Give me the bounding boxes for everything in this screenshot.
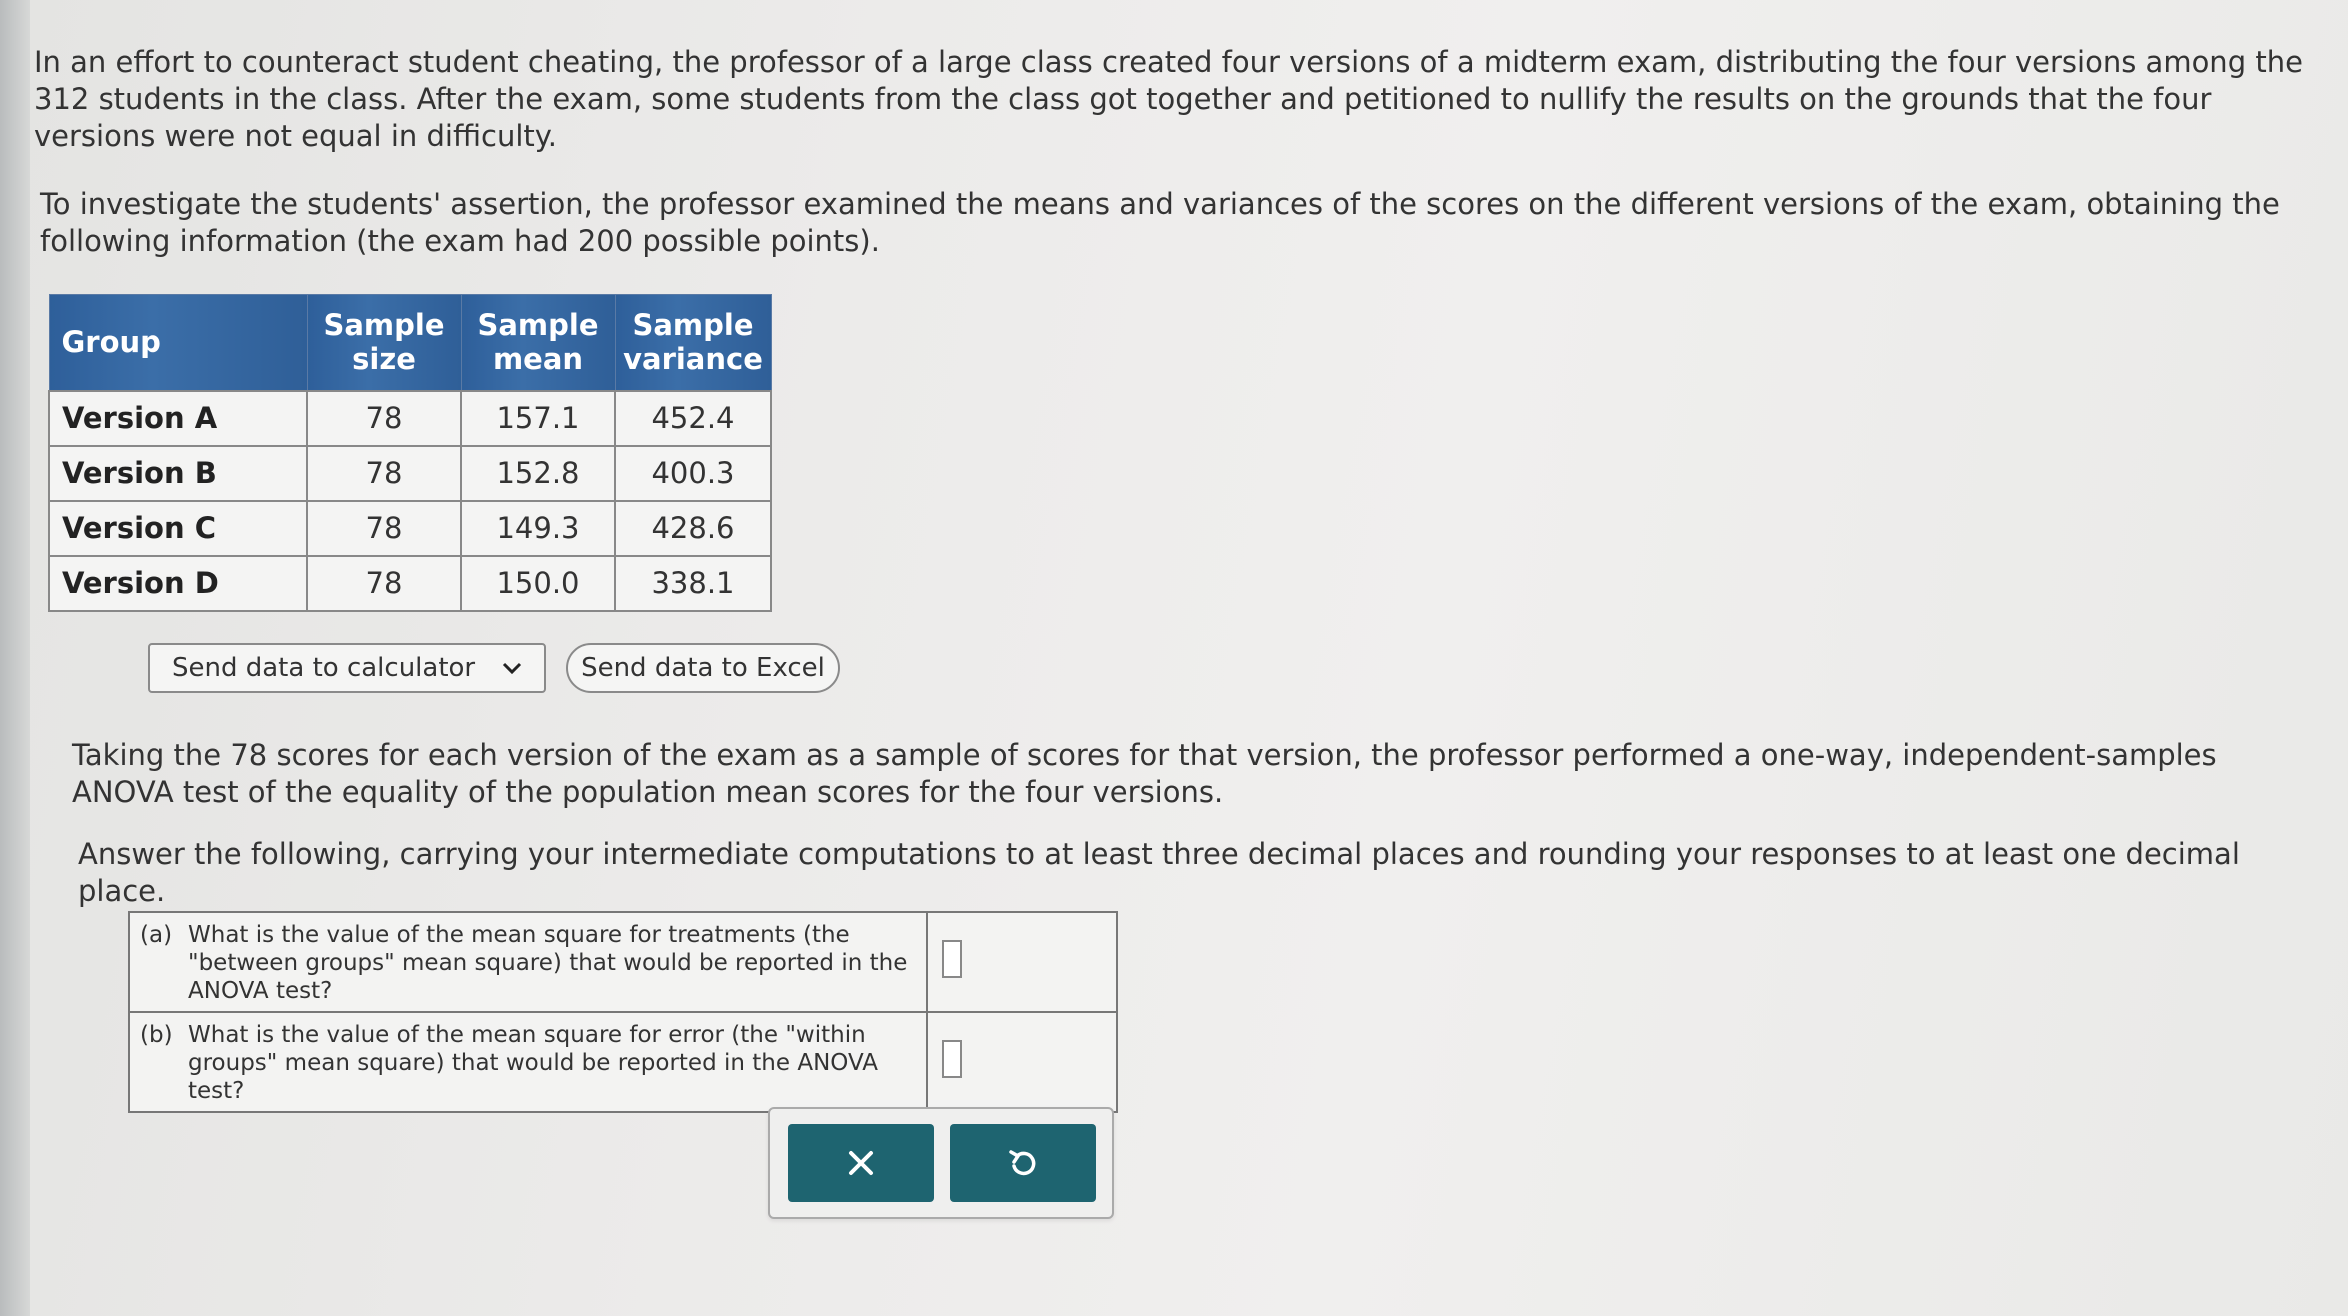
answer-input-a[interactable]: [942, 940, 962, 978]
question-text: What is the value of the mean square for treatments (the "between groups" mean square) that would be reported in the ANOVA test?: [188, 922, 908, 1004]
cell-size: 78: [307, 556, 461, 611]
table-row: [49, 391, 771, 446]
question-tag: (a): [140, 922, 173, 948]
header-group: Group: [49, 295, 307, 391]
intro-paragraph-1: In an effort to counteract student cheating, the professor of a large class created four versions of a midterm exam, distributing the four versions among the 312 students in the class. After the exam, some students from the class got together and petitioned to nullify the results on the grounds that the four versions were not equal in difficulty.: [34, 45, 2303, 153]
cell-group: Version A: [49, 391, 307, 446]
table-row: [49, 501, 771, 556]
cell-size: 78: [307, 391, 461, 446]
answer-input-b[interactable]: [942, 1040, 962, 1078]
header-sample-mean-line1: Sample: [477, 308, 599, 343]
question-cell: [129, 1012, 927, 1112]
undo-button[interactable]: [950, 1124, 1096, 1202]
question-row: [129, 1012, 1117, 1112]
chevron-down-icon: [502, 658, 522, 678]
table-header-row: [49, 295, 771, 391]
header-sample-variance: [615, 295, 771, 391]
send-to-excel-label: Send data to Excel: [581, 653, 825, 683]
send-to-calculator-label: Send data to calculator: [172, 653, 476, 683]
question-row: [129, 912, 1117, 1012]
question-cell: [129, 912, 927, 1012]
cell-variance: 452.4: [615, 391, 771, 446]
answer-cell: [927, 912, 1117, 1012]
answer-actions-panel: [768, 1107, 1114, 1219]
header-sample-size: [307, 295, 461, 391]
cell-mean: 157.1: [461, 391, 615, 446]
cell-variance: 400.3: [615, 446, 771, 501]
table-row: [49, 446, 771, 501]
table-row: [49, 556, 771, 611]
cell-mean: 150.0: [461, 556, 615, 611]
header-sample-mean-line2: mean: [492, 342, 584, 377]
clear-button[interactable]: [788, 1124, 934, 1202]
cell-variance: 428.6: [615, 501, 771, 556]
send-to-excel-button[interactable]: [566, 643, 840, 693]
undo-icon: [1007, 1147, 1039, 1179]
header-sample-size-line2: size: [352, 342, 416, 377]
data-table: [48, 294, 772, 612]
cell-mean: 149.3: [461, 501, 615, 556]
header-sample-variance-line2: variance: [623, 342, 763, 377]
question-text: What is the value of the mean square for error (the "within groups" mean square) that would be reported in the ANOVA test?: [188, 1022, 878, 1104]
header-sample-size-line1: Sample: [323, 308, 445, 343]
cell-group: Version C: [49, 501, 307, 556]
header-sample-mean: [461, 295, 615, 391]
cell-size: 78: [307, 446, 461, 501]
header-sample-variance-line1: Sample: [632, 308, 754, 343]
cell-mean: 152.8: [461, 446, 615, 501]
anova-paragraph: Taking the 78 scores for each version of the exam as a sample of scores for that version, the professor performed a one-way, independent-samples ANOVA test of the equality of the population mean scores for the four versions.: [72, 738, 2217, 809]
intro-paragraph-2: To investigate the students' assertion, the professor examined the means and variances of the scores on the different versions of the exam, obtaining the following information (the exam had 200 possible points).: [40, 187, 2280, 258]
cell-group: Version B: [49, 446, 307, 501]
cell-variance: 338.1: [615, 556, 771, 611]
send-to-calculator-button[interactable]: [148, 643, 546, 693]
close-icon: [846, 1148, 876, 1178]
questions-table: [128, 911, 1118, 1113]
cell-group: Version D: [49, 556, 307, 611]
instructions-paragraph: Answer the following, carrying your intermediate computations to at least three decimal places and rounding your responses to at least one decimal place.: [78, 837, 2240, 908]
answer-cell: [927, 1012, 1117, 1112]
screen-edge: [0, 0, 30, 1316]
cell-size: 78: [307, 501, 461, 556]
question-tag: (b): [140, 1022, 173, 1048]
